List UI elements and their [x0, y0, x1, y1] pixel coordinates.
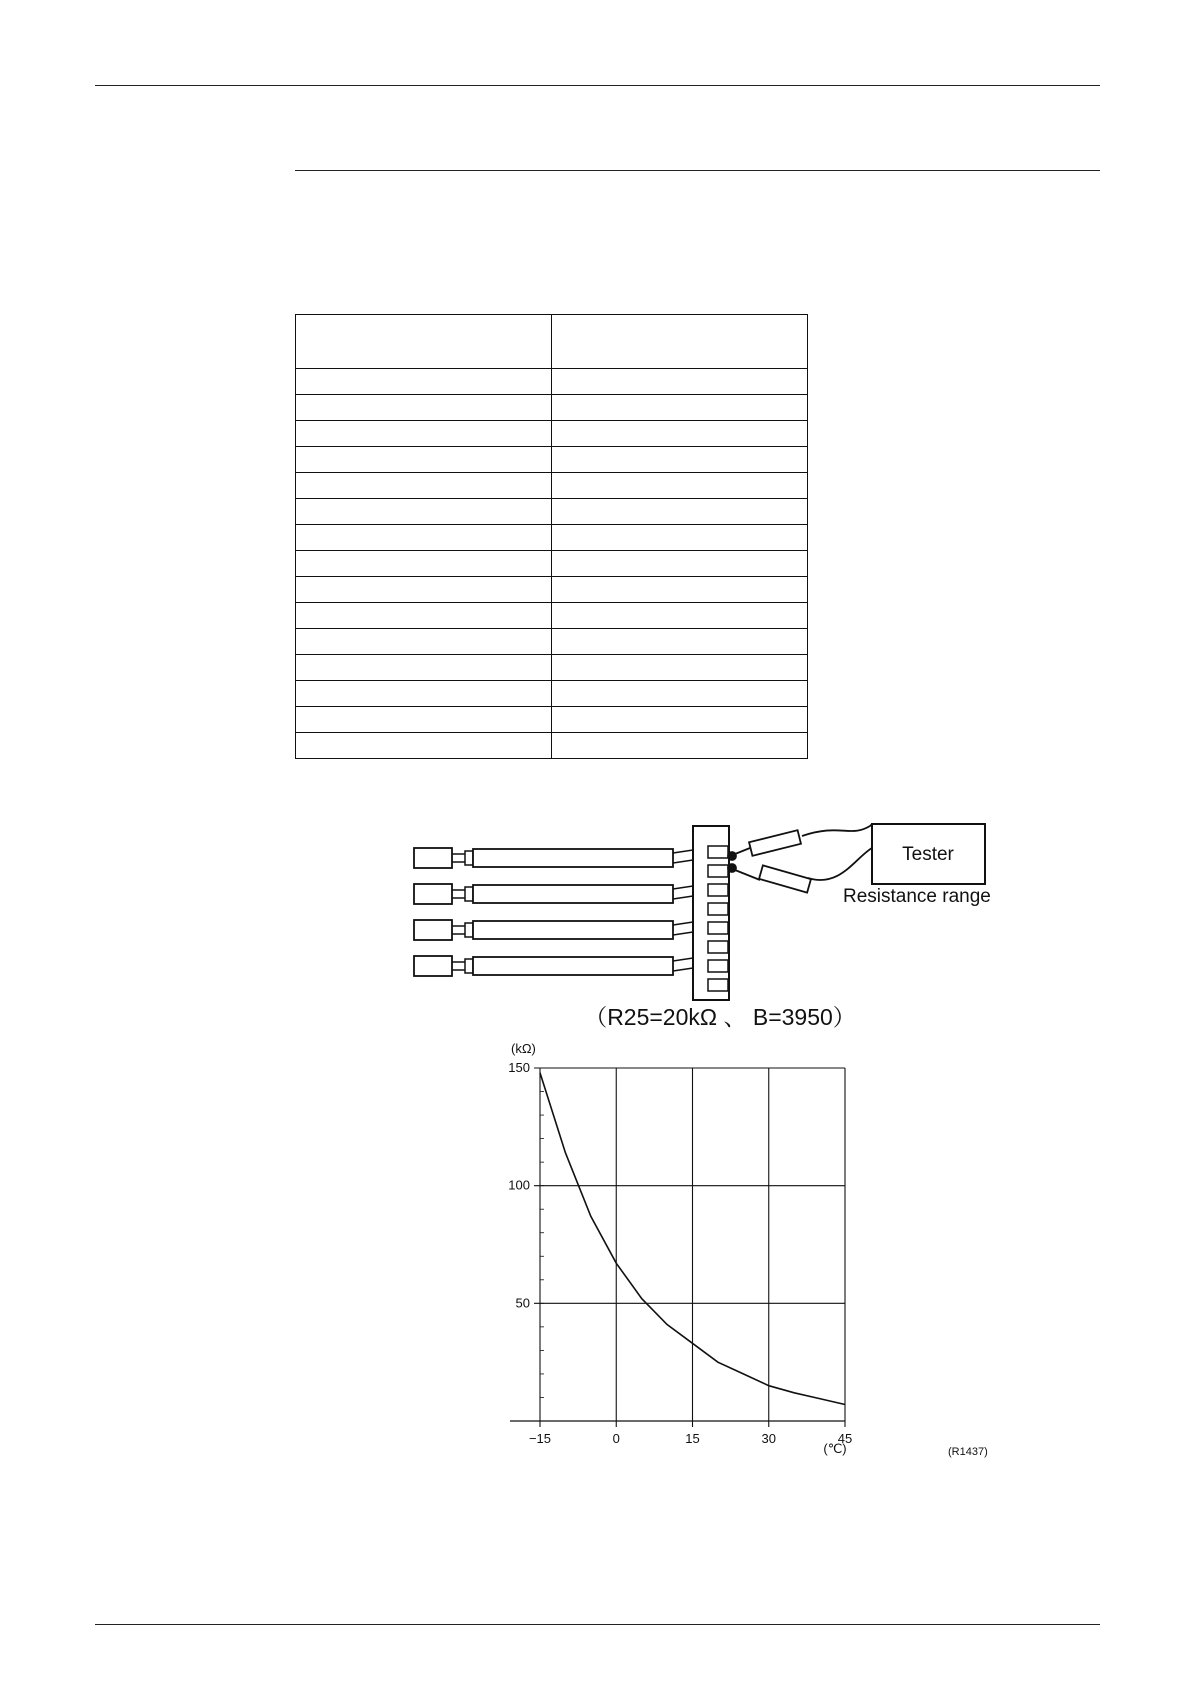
- table-cell: [552, 421, 808, 447]
- table-cell: [296, 315, 552, 369]
- y-tick-label: 150: [508, 1060, 530, 1075]
- table-cell: [552, 603, 808, 629]
- table-cell: [552, 447, 808, 473]
- connector-pin: [708, 960, 728, 972]
- connector-pin: [708, 884, 728, 896]
- table-cell: [552, 551, 808, 577]
- thermistor-plug: [414, 956, 693, 976]
- x-unit-label: (℃): [823, 1441, 847, 1456]
- table-cell: [552, 499, 808, 525]
- x-tick-label: 0: [612, 1431, 620, 1446]
- table-row: [296, 733, 808, 759]
- table-cell: [296, 473, 552, 499]
- thermistor-plug: [414, 848, 693, 868]
- table-row: [296, 369, 808, 395]
- section-rule: [295, 170, 1100, 171]
- table-row: [296, 525, 808, 551]
- chart-caption: （R25=20kΩ 、 B=3950）: [584, 1004, 856, 1030]
- x-tick-label: 45: [837, 1431, 853, 1446]
- table-cell: [296, 681, 552, 707]
- table-cell: [552, 525, 808, 551]
- table-cell: [296, 395, 552, 421]
- table-row: [296, 499, 808, 525]
- table-row: [296, 655, 808, 681]
- connector-pin: [708, 922, 728, 934]
- table-cell: [296, 421, 552, 447]
- chart-tick-labels: [508, 1060, 852, 1446]
- table-row: [296, 707, 808, 733]
- table-cell: [296, 499, 552, 525]
- connector-pin: [708, 846, 728, 858]
- x-tick-label: 15: [685, 1431, 700, 1446]
- resistance-chart: [495, 1003, 935, 1463]
- y-unit-label: (kΩ): [511, 1041, 536, 1056]
- table-cell: [296, 733, 552, 759]
- table-cell: [552, 733, 808, 759]
- table-row: [296, 421, 808, 447]
- connector-pin: [708, 865, 728, 877]
- table-cell: [552, 629, 808, 655]
- table-cell: [296, 603, 552, 629]
- table-cell: [296, 707, 552, 733]
- y-tick-label: 50: [515, 1295, 530, 1311]
- connector-pin: [708, 979, 728, 991]
- table-cell: [552, 655, 808, 681]
- table-cell: [296, 447, 552, 473]
- table-cell: [552, 473, 808, 499]
- resistance-range-label: Resistance range: [843, 886, 991, 907]
- x-tick-label: 30: [761, 1431, 776, 1446]
- table-cell: [552, 707, 808, 733]
- tester-probes: [728, 824, 872, 893]
- tester-label: Tester: [902, 844, 954, 865]
- connector-pin: [708, 903, 728, 915]
- header-rule: [95, 85, 1100, 86]
- thermistor-plugs: [414, 848, 693, 976]
- table-cell: [296, 525, 552, 551]
- connector-pin: [708, 941, 728, 953]
- table-cell: [552, 395, 808, 421]
- table-cell: [296, 551, 552, 577]
- resistance-table: [295, 314, 808, 759]
- table-cell: [296, 629, 552, 655]
- thermistor-plug: [414, 920, 693, 940]
- table-cell: [552, 315, 808, 369]
- table-row: [296, 603, 808, 629]
- table-row: [296, 395, 808, 421]
- table-cell: [552, 681, 808, 707]
- table-header-row: [296, 315, 808, 369]
- table-row: [296, 629, 808, 655]
- table-row: [296, 577, 808, 603]
- y-tick-label: 100: [508, 1177, 530, 1193]
- table-cell: [296, 577, 552, 603]
- table-row: [296, 473, 808, 499]
- table-row: [296, 447, 808, 473]
- chart-grid: [510, 1068, 845, 1427]
- tester-connection-diagram: [410, 818, 1010, 1018]
- footer-rule: [95, 1624, 1100, 1625]
- table-cell: [552, 577, 808, 603]
- x-tick-label: −15: [528, 1431, 552, 1446]
- table-cell: [296, 655, 552, 681]
- table-cell: [552, 369, 808, 395]
- table-row: [296, 681, 808, 707]
- thermistor-plug: [414, 884, 693, 904]
- table-cell: [296, 369, 552, 395]
- table-row: [296, 551, 808, 577]
- figure-reference: (R1437): [948, 1446, 988, 1458]
